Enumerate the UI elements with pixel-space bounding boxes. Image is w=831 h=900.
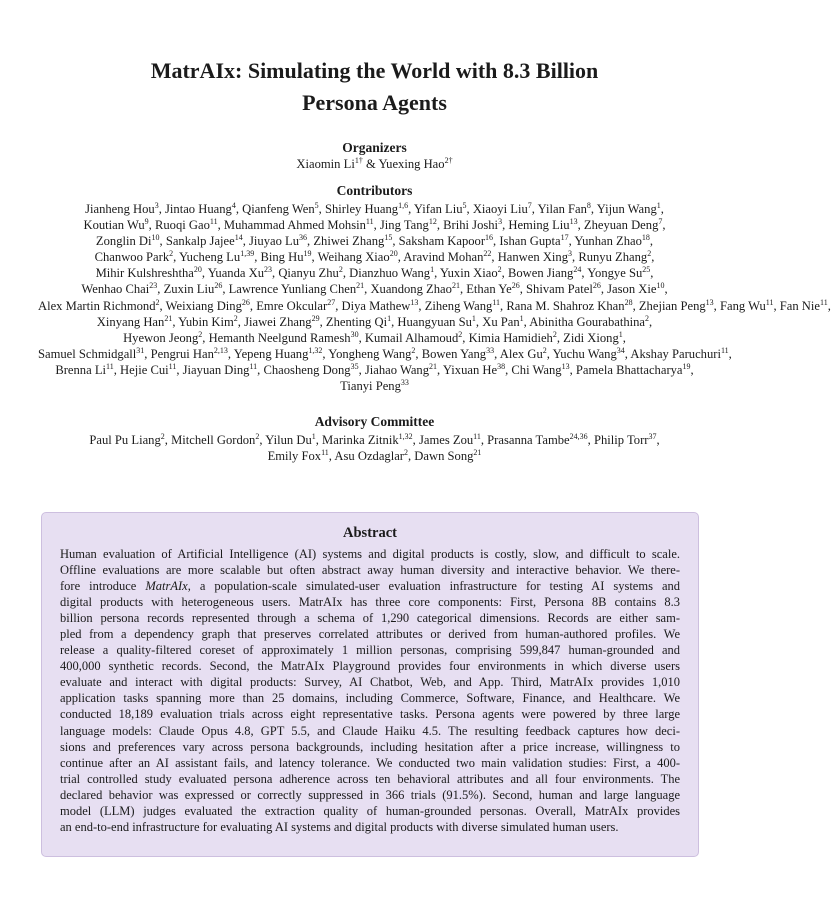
author-name: Saksham Kapoor$^{16}$,: [398, 233, 500, 249]
author-affiliation: 3: [568, 249, 573, 259]
author-name: James Zou$^{11}$,: [418, 432, 488, 447]
organizers-heading: Organizers: [342, 140, 407, 155]
abstract-line: release a quality-filtered coreset of approximately 1 million personas, comprising 599,847 human-grounded and: [60, 643, 680, 658]
author-affiliation: 2: [338, 265, 343, 275]
abstract-box: [41, 512, 699, 857]
author-affiliation: 17: [560, 233, 569, 243]
author-name: Jiahao Wang$^{21}$,: [364, 361, 443, 377]
author-affiliation: 18: [641, 233, 650, 243]
author-affiliation: 11: [209, 217, 218, 227]
title-line-1: MatrAIx: Simulating the World with 8.3 Billion: [150, 58, 599, 83]
author-affiliation: 1: [471, 313, 476, 323]
author-affiliation: 19: [682, 361, 691, 371]
author-name: Hanwen Xing$^3$,: [497, 249, 579, 265]
author-name: Jiayuan Ding$^{11}$,: [182, 361, 264, 377]
author-affiliation: 11: [365, 217, 374, 227]
author-affiliation: 30: [350, 329, 359, 339]
author-name: Fang Wu$^{11}$,: [719, 297, 780, 313]
author-name: Ishan Gupta$^{17}$,: [499, 233, 575, 249]
author-affiliation: 15: [384, 233, 393, 243]
author-affiliation: 10: [151, 233, 160, 243]
abstract-line: Human evaluation of Artificial Intelligence (AI) systems and digital products is costly, slow, and difficult to scale.: [60, 547, 680, 561]
advisory-heading: Advisory Committee: [314, 414, 435, 429]
author-name: Alex Martin Richmond$^2$,: [38, 297, 166, 313]
title-line-2: Persona Agents: [302, 90, 447, 115]
author-name: Jing Tang$^{12}$,: [379, 217, 444, 233]
abstract-line: declared behavior was expressed or correctly suppressed in 366 trials (91.5%). Second, human and large language: [60, 787, 680, 802]
author-name: Diya Mathew$^{13}$,: [341, 297, 425, 313]
author-name: Weixiang Ding$^{26}$,: [165, 297, 257, 313]
author-affiliation: 29: [311, 313, 320, 323]
author-name: Brihi Joshi$^3$,: [443, 217, 509, 233]
author-affiliation: 2: [169, 249, 174, 259]
abstract-line: application tasks spanning more than 25 domains, including Commerce, Software, Finance, and Healthcare. We: [60, 691, 680, 706]
author-name: Asu Ozdaglar$^2$,: [334, 448, 415, 464]
author-name: Bowen Jiang$^{24}$,: [507, 265, 588, 281]
author-affiliation: 1: [656, 201, 661, 210]
author-affiliation: 1†: [354, 156, 363, 165]
author-affiliation: 9: [144, 217, 149, 227]
author-affiliation: 1,6: [398, 201, 409, 210]
author-affiliation: 2: [458, 329, 463, 339]
paper-title: [40, 55, 709, 119]
author-name: Rana M. Shahroz Khan$^{28}$,: [506, 297, 639, 313]
author-name: Yongye Su$^{25}$,: [587, 265, 654, 281]
author-affiliation: 1: [311, 432, 316, 441]
author-name: Muhammad Ahmed Mohsin$^{11}$,: [223, 217, 380, 233]
author-affiliation: 13: [569, 217, 578, 227]
abstract-body: [60, 546, 680, 835]
author-name: Jason Xie$^{10}$,: [607, 281, 668, 297]
author-name: Yuexing Hao$^{2\dagger}$: [378, 156, 453, 171]
author-name: Weihang Xiao$^{20}$,: [317, 249, 404, 265]
author-affiliation: 25: [642, 265, 651, 275]
author-name: Qianfeng Wen$^5$,: [242, 201, 325, 216]
author-affiliation: 33: [400, 378, 409, 388]
author-name: Heming Liu$^{13}$,: [508, 217, 584, 233]
author-name: Zhenting Qi$^1$,: [325, 313, 398, 329]
author-affiliation: 24: [573, 265, 582, 275]
author-name: Emre Okcular$^{27}$,: [256, 297, 342, 313]
author-affiliation: 28: [624, 297, 633, 307]
author-affiliation: 19: [303, 249, 312, 259]
abstract-line: Offline evaluations are more scalable but often abstract away human diversity and interactive behavior. We there-: [60, 563, 680, 578]
author-affiliation: 2: [155, 297, 160, 307]
author-name: Lawrence Yunliang Chen$^{21}$,: [228, 281, 371, 297]
abstract-line: digital products with heterogeneous users. MatrAIx has three core components: First, Persona 8B contains 8.3: [60, 595, 680, 610]
abstract-line: sions and preferences vary across persona backgrounds, including hesitation after a price increase, willingness to: [60, 739, 680, 754]
author-name: Tianyi Peng$^{33}$: [340, 378, 409, 394]
author-affiliation: 36: [299, 233, 308, 243]
author-affiliation: 2: [255, 432, 260, 441]
abstract-line: evaluate and interact with digital products: Survey, AI Chatbot, Web, and App. Third, MatrAIx provides 1,010: [60, 675, 680, 690]
author-affiliation: 23: [149, 281, 158, 291]
author-affiliation: 27: [327, 297, 336, 307]
author-name: Yifan Liu$^5$,: [413, 201, 473, 216]
abstract-line: fore introduce MatrAIx, a population-scale simulated-user evaluation infrastructure for testing AI systems and: [60, 579, 680, 594]
author-affiliation: 2: [497, 265, 502, 275]
abstract-line: conducted 18,189 evaluation trials across eight representative tasks. Persona agents were powered by three large: [60, 707, 680, 722]
author-affiliation: 1,32: [308, 345, 323, 355]
author-affiliation: 5: [314, 201, 319, 210]
author-affiliation: 21: [164, 313, 173, 323]
author-affiliation: 33: [486, 345, 495, 355]
author-affiliation: 11: [492, 297, 501, 307]
author-affiliation: 11: [820, 297, 828, 307]
abstract-line: billion persona records represented through a schema of 1,290 categorical dimensions. Records are either sam-: [60, 611, 680, 626]
author-name: Dawn Song$^{21}$: [414, 448, 482, 464]
author-affiliation: 11: [168, 361, 177, 371]
author-affiliation: 8: [586, 201, 591, 210]
author-name: Xu Pan$^1$,: [482, 313, 530, 329]
author-affiliation: 2: [542, 345, 547, 355]
author-affiliation: 11: [473, 432, 481, 441]
author-affiliation: 20: [193, 265, 202, 275]
author-name: Abinitha Gourabathina$^2$,: [529, 313, 653, 329]
author-name: Zidi Xiong$^1$,: [563, 329, 626, 345]
author-affiliation: 2: [404, 448, 408, 458]
author-name: Chanwoo Park$^2$,: [94, 249, 179, 265]
author-name: Dianzhuo Wang$^1$,: [349, 265, 440, 281]
author-affiliation: 13: [561, 361, 570, 371]
author-affiliation: 12: [428, 217, 437, 227]
author-affiliation: 14: [234, 233, 243, 243]
author-affiliation: 35: [350, 361, 359, 371]
author-affiliation: 13: [410, 297, 419, 307]
author-affiliation: 1,39: [240, 249, 255, 259]
abstract-line: continue after an AI assistant fails, and latency tolerance. We conducted two main validation studies: First, a 400-: [60, 755, 680, 770]
author-affiliation: 21: [451, 281, 460, 291]
contributors-heading: Contributors: [336, 183, 413, 198]
author-name: Yixuan He$^{38}$,: [442, 361, 512, 377]
author-name: Jintao Huang$^4$,: [165, 201, 243, 216]
author-affiliation: 2: [552, 329, 557, 339]
author-affiliation: 10: [656, 281, 665, 291]
author-affiliation: 24,36: [569, 432, 588, 441]
author-name: Xuandong Zhao$^{21}$,: [370, 281, 467, 297]
author-affiliation: 11: [720, 345, 729, 355]
author-affiliation: 2,13: [213, 345, 228, 355]
author-name: Xiaomin $Li^{1\dagger}$ &: [296, 156, 379, 171]
author-name: Yuchu Wang$^{34}$,: [552, 345, 631, 361]
abstract-emphasis: MatrAIx: [145, 579, 188, 594]
author-affiliation: 2: [647, 249, 652, 259]
author-affiliation: 1: [618, 329, 623, 339]
author-name: Mitchell Gordon$^2$,: [171, 432, 266, 447]
author-affiliation: 11: [321, 448, 329, 458]
author-name: Zhiwei Zhang$^{15}$,: [313, 233, 399, 249]
abstract-heading: Abstract: [343, 525, 397, 541]
author-affiliation: 13: [705, 297, 714, 307]
author-name: Yuxin Xiao$^2$,: [439, 265, 508, 281]
author-name: Yepeng Huang$^{1,32}$,: [233, 345, 329, 361]
organizers-list: [38, 156, 711, 172]
author-affiliation: 26: [592, 281, 601, 291]
author-name: Yuanda Xu$^{23}$,: [207, 265, 279, 281]
author-affiliation: 20: [389, 249, 398, 259]
author-name: Sankalp Jajee$^{14}$,: [165, 233, 250, 249]
author-affiliation: 1: [387, 313, 392, 323]
author-name: Xinyang Han$^{21}$,: [96, 313, 179, 329]
author-name: Alex Gu$^2$,: [499, 345, 553, 361]
author-name: Philip Torr$^{37}$,: [593, 432, 660, 447]
author-name: Yubin Kim$^2$,: [178, 313, 245, 329]
author-name: Fan Nie$^{11}$,: [779, 297, 831, 313]
author-name: Wenhao Chai$^{23}$,: [81, 281, 164, 297]
author-name: Prasanna Tambe$^{24,36}$,: [487, 432, 594, 447]
author-name: Emily Fox$^{11}$,: [267, 448, 335, 464]
author-name: Brenna Li$^{11}$,: [55, 361, 121, 377]
author-name: Zheyuan Deng$^7$,: [583, 217, 666, 233]
author-name: Jiuyao Lu$^{36}$,: [249, 233, 314, 249]
author-affiliation: 26: [241, 297, 250, 307]
author-name: Runyu Zhang$^2$,: [578, 249, 655, 265]
author-name: Chaosheng Dong$^{35}$,: [263, 361, 365, 377]
author-affiliation: 38: [497, 361, 506, 371]
author-name: Yilun Du$^1$,: [265, 432, 323, 447]
author-name: Koutian Wu$^9$,: [83, 217, 155, 233]
contributors-list: [38, 201, 831, 394]
author-name: Pengrui Han$^{2,13}$,: [150, 345, 234, 361]
author-name: Yunhan Zhao$^{18}$,: [574, 233, 654, 249]
author-name: Aravind Mohan$^{22}$,: [403, 249, 498, 265]
author-name: Hemanth Neelgund Ramesh$^{30}$,: [208, 329, 365, 345]
author-name: Yongheng Wang$^2$,: [328, 345, 422, 361]
author-name: Bowen Yang$^{33}$,: [421, 345, 500, 361]
abstract-line: model (LLM) judges evaluated the extraction quality of human-grounded personas. Overall, MatrAIx provides: [60, 803, 680, 818]
author-affiliation: 2: [160, 432, 165, 441]
author-name: Shirley Huang$^{1,6}$,: [324, 201, 414, 216]
author-affiliation: 3: [154, 201, 159, 210]
author-name: Samuel Schmidgall$^{31}$,: [38, 345, 151, 361]
author-affiliation: 4: [231, 201, 236, 210]
author-name: Jianheng Hou$^3$,: [85, 201, 165, 216]
author-affiliation: 2: [645, 313, 650, 323]
author-affiliation: 11: [106, 361, 114, 371]
author-name: Huangyuan Su$^1$,: [397, 313, 483, 329]
author-affiliation: 21: [473, 448, 482, 458]
author-affiliation: 2: [233, 313, 238, 323]
author-name: Zhejian Peng$^{13}$,: [638, 297, 720, 313]
author-affiliation: 5: [462, 201, 467, 210]
author-name: Hejie Cui$^{11}$,: [120, 361, 183, 377]
author-affiliation: 16: [485, 233, 494, 243]
author-name: Yucheng Lu$^{1,39}$,: [178, 249, 261, 265]
author-name: Marinka Zitnik$^{1,32}$,: [322, 432, 419, 447]
author-name: Akshay Paruchuri$^{11}$,: [630, 345, 732, 361]
author-affiliation: 34: [616, 345, 625, 355]
author-name: Hyewon Jeong$^2$,: [123, 329, 209, 345]
author-affiliation: 1: [519, 313, 524, 323]
abstract-line: an end-to-end infrastructure for evaluating AI systems and digital products with diverse simulated human users.: [60, 819, 619, 834]
author-affiliation: 1,32: [398, 432, 413, 441]
author-affiliation: 7: [527, 201, 532, 210]
author-name: Qianyu Zhu$^2$,: [278, 265, 350, 281]
author-affiliation: 21: [356, 281, 365, 291]
author-name: Kimia Hamidieh$^2$,: [468, 329, 564, 345]
author-affiliation: 2: [198, 329, 203, 339]
author-affiliation: 37: [648, 432, 657, 441]
author-affiliation: 21: [429, 361, 438, 371]
author-affiliation: 11: [765, 297, 774, 307]
author-affiliation: 26: [511, 281, 520, 291]
author-name: Shivam Patel$^{26}$,: [526, 281, 608, 297]
author-affiliation: 3: [498, 217, 503, 227]
author-name: Yijun Wang$^1$,: [596, 201, 664, 216]
author-name: Zuxin Liu$^{26}$,: [163, 281, 229, 297]
author-name: Pamela Bhattacharya$^{19}$,: [575, 361, 694, 377]
author-affiliation: 2: [411, 345, 416, 355]
author-affiliation: 22: [483, 249, 492, 259]
author-affiliation: 26: [214, 281, 223, 291]
author-name: Mihir Kulshreshtha$^{20}$,: [95, 265, 208, 281]
author-name: Ethan Ye$^{26}$,: [466, 281, 527, 297]
author-name: Ruoqi Gao$^{11}$,: [154, 217, 224, 233]
author-name: Ziheng Wang$^{11}$,: [424, 297, 507, 313]
author-name: Xiaoyi Liu$^7$,: [472, 201, 538, 216]
author-affiliation: 11: [249, 361, 258, 371]
author-affiliation: 31: [136, 345, 145, 355]
abstract-line: trial controlled study evaluated persona adherence across ten behavioral attributes and all four environments. The: [60, 771, 680, 786]
author-affiliation: 2†: [444, 156, 453, 165]
author-affiliation: 23: [264, 265, 273, 275]
abstract-line: 400,000 synthetic records. Second, the MatrAIx Playground provides four environments in which diverse users: [60, 659, 680, 674]
abstract-line: language models: Claude Opus 4.8, GPT 5.5, and Claude Haiku 4.5. The resulting feedback captures how deci-: [60, 723, 680, 738]
author-name: Kumail Alhamoud$^2$,: [364, 329, 469, 345]
author-affiliation: 7: [658, 217, 663, 227]
author-name: Yilan Fan$^8$,: [537, 201, 597, 216]
author-name: Chi Wang$^{13}$,: [511, 361, 576, 377]
author-affiliation: 1: [430, 265, 435, 275]
author-name: Paul Pu Liang$^2$,: [89, 432, 172, 447]
author-name: Zonglin Di$^{10}$,: [95, 233, 166, 249]
abstract-line: pled from a dependency graph that preserves correlated attributes or derived from human-authored profiles. We: [60, 627, 680, 642]
advisory-list: [38, 432, 711, 464]
author-name: Jiawei Zhang$^{29}$,: [244, 313, 326, 329]
author-name: Bing Hu$^{19}$,: [260, 249, 318, 265]
